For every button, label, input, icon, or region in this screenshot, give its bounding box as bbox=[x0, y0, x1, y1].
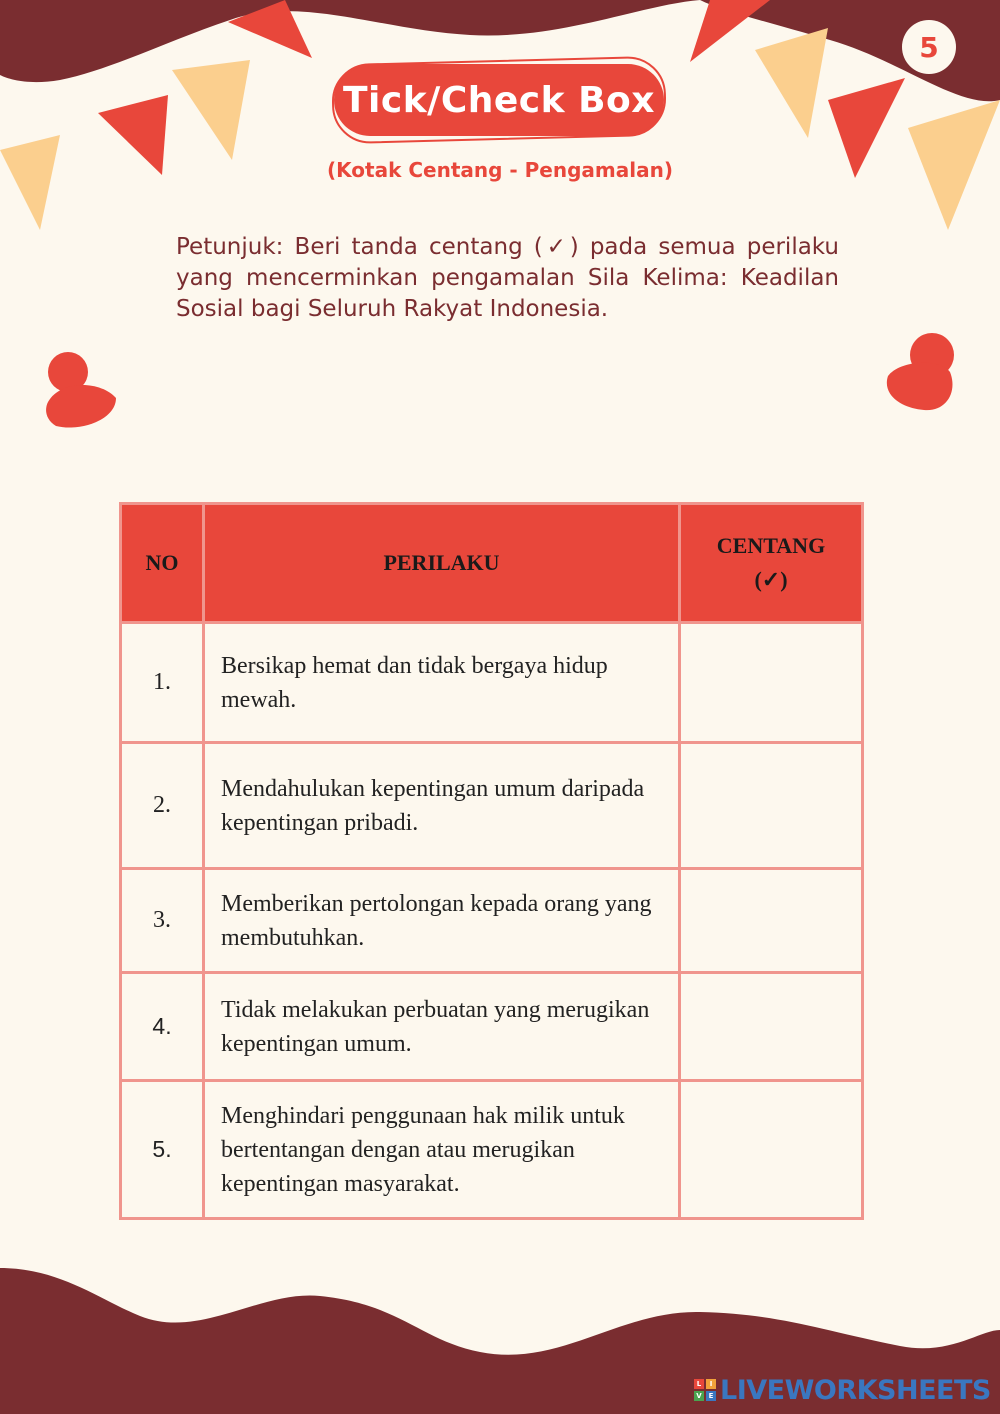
page-number: 5 bbox=[902, 20, 956, 74]
instruction-text: Petunjuk: Beri tanda centang (✓) pada semua perilaku yang mencerminkan pengamalan Sila Kelima: Keadilan Sosial bagi Seluruh Rakyat Indonesia. bbox=[176, 234, 839, 322]
row-number: 4. bbox=[121, 973, 204, 1081]
check-box-cell[interactable] bbox=[680, 869, 863, 973]
brand-name: LIVEWORKSHEETS bbox=[720, 1374, 991, 1406]
title-banner bbox=[336, 60, 662, 138]
behavior-table bbox=[119, 502, 864, 1220]
bunting-flag bbox=[908, 100, 1000, 230]
table-row bbox=[121, 973, 863, 1081]
logo-letter: V bbox=[694, 1391, 704, 1401]
header-check bbox=[680, 504, 863, 623]
bunting-flag bbox=[98, 95, 168, 175]
row-behavior: Menghindari penggunaan hak milik untuk bertentangan dengan atau merugikan kepentingan masyarakat. bbox=[204, 1081, 680, 1219]
row-number: 2. bbox=[121, 743, 204, 869]
logo-letter: L bbox=[694, 1379, 704, 1389]
row-number: 1. bbox=[121, 623, 204, 743]
check-box-cell[interactable] bbox=[680, 973, 863, 1081]
logo-letter: I bbox=[706, 1379, 716, 1389]
header-check-symbol: (✓) bbox=[754, 567, 788, 592]
row-number: 5. bbox=[121, 1081, 204, 1219]
row-behavior: Tidak melakukan perbuatan yang merugikan kepentingan umum. bbox=[204, 973, 680, 1081]
table-row bbox=[121, 743, 863, 869]
person-icon bbox=[887, 333, 954, 410]
row-number: 3. bbox=[121, 869, 204, 973]
page-title: Tick/Check Box bbox=[343, 79, 655, 121]
logo-letter: E bbox=[706, 1391, 716, 1401]
bunting-flag bbox=[0, 135, 60, 230]
table-row bbox=[121, 1081, 863, 1219]
row-behavior: Mendahulukan kepentingan umum daripada kepentingan pribadi. bbox=[204, 743, 680, 869]
row-behavior: Memberikan pertolongan kepada orang yang membutuhkan. bbox=[204, 869, 680, 973]
table-row bbox=[121, 869, 863, 973]
header-no: NO bbox=[121, 504, 204, 623]
person-icon bbox=[46, 352, 116, 428]
liveworksheets-logo-icon bbox=[694, 1379, 716, 1401]
bunting-flag bbox=[172, 60, 250, 160]
bunting-flag bbox=[755, 28, 828, 138]
table-row bbox=[121, 623, 863, 743]
row-behavior: Bersikap hemat dan tidak bergaya hidup mewah. bbox=[204, 623, 680, 743]
bunting-flag bbox=[828, 78, 905, 178]
header-check-label: CENTANG bbox=[716, 533, 826, 558]
page-subtitle: (Kotak Centang - Pengamalan) bbox=[326, 158, 673, 182]
header-behavior: PERILAKU bbox=[204, 504, 680, 623]
check-box-cell[interactable] bbox=[680, 743, 863, 869]
table-header-row bbox=[121, 504, 863, 623]
liveworksheets-brand[interactable] bbox=[694, 1376, 991, 1404]
check-box-cell[interactable] bbox=[680, 623, 863, 743]
check-box-cell[interactable] bbox=[680, 1081, 863, 1219]
